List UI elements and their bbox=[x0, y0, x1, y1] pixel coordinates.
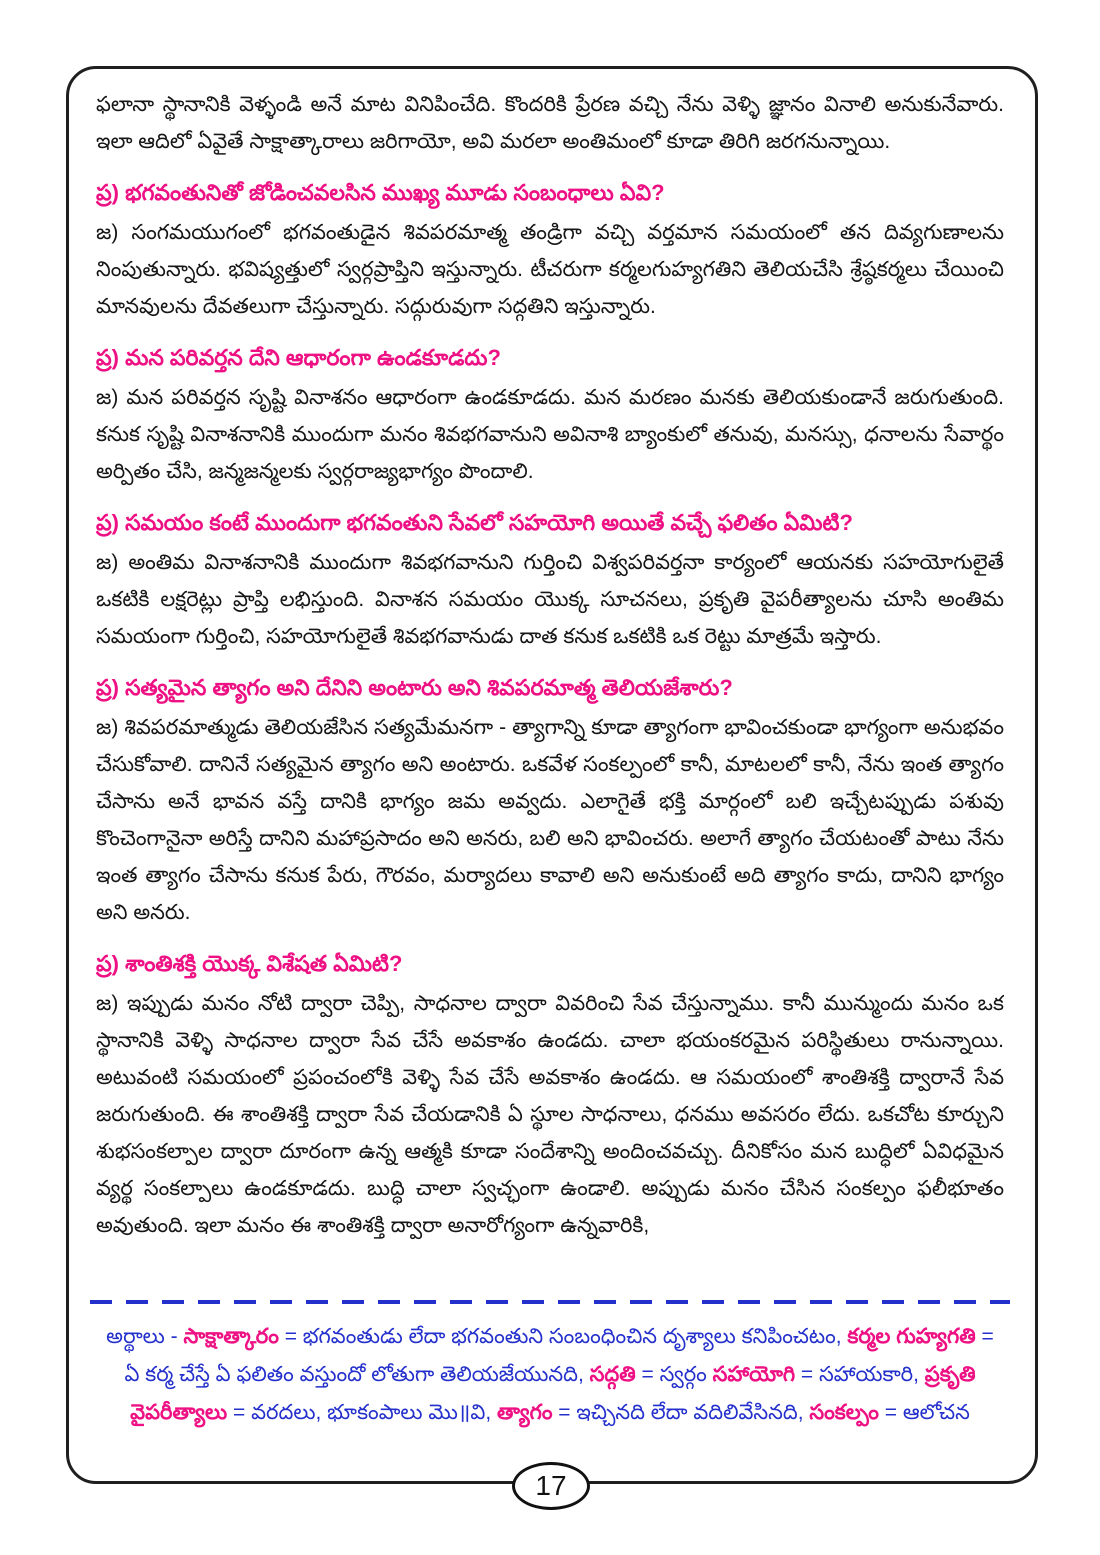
qa-block-5 bbox=[96, 945, 1004, 1244]
answer-paragraph-5: జ) ఇప్పుడు మనం నోటి ద్వారా చెప్పి, సాధనాల ద్వారా వివరించి సేవ చేస్తున్నాము. కానీ మున్ముందు మనం ఒక స్థానానికి వెళ్ళి సాధనాల ద్వారా సేవ చేసే అవకాశం ఉండదు. చాలా భయంకరమైన పరిస్థితులు రానున్నాయి. అటువంటి సమయంలో ప్రపంచంలోకి వెళ్ళి సేవ చేసే అవకాశం ఉండదు. ఆ సమయంలో శాంతిశక్తి ద్వారానే సేవ జరుగుతుంది. ఈ శాంతిశక్తి ద్వారా సేవ చేయడానికి ఏ స్థూల సాధనాలు, ధనము అవసరం లేదు. ఒకచోట కూర్చుని శుభసంకల్పాల ద్వారా దూరంగా ఉన్న ఆత్మకి కూడా సందేశాన్ని అందించవచ్చు. దీనికోసం మన బుద్ధిలో ఏవిధమైన వ్యర్థ సంకల్పాలు ఉండకూడదు. బుద్ధి చాలా స్వచ్ఛంగా ఉండాలి. అప్పుడు మనం చేసిన సంకల్పం ఫలీభూతం అవుతుంది. ఇలా మనం ఈ శాంతిశక్తి ద్వారా అనారోగ్యంగా ఉన్నవారికి, bbox=[96, 992, 1004, 1237]
question-heading-1: ప్ర) భగవంతునితో జోడించవలసిన ముఖ్య మూడు సంబంధాలు ఏవి? bbox=[96, 180, 665, 205]
question-heading-2: ప్ర) మన పరివర్తన దేని ఆధారంగా ఉండకూడదు? bbox=[96, 345, 501, 370]
glossary-term: సాక్షాత్కారం bbox=[183, 1325, 279, 1348]
answer-paragraph-3: జ) అంతిమ వినాశనానికి ముందుగా శివభగవానుని గుర్తించి విశ్వపరివర్తనా కార్యంలో ఆయనకు సహయోగులైతే ఒకటికి లక్షరెట్లు ప్రాప్తి లభిస్తుంది. వినాశన సమయం యొక్క సూచనలు, ప్రకృతి వైపరీత్యాలను చూసి అంతిమ సమయంగా గుర్తించి, సహయోగులైతే శివభగవానుడు దాత కనుక ఒకటికి ఒక రెట్టు మాత్రమే ఇస్తారు. bbox=[96, 551, 1004, 648]
qa-block-3 bbox=[96, 504, 1004, 655]
glossary-term: ప్రకృతి వైపరీత్యాలు bbox=[130, 1363, 976, 1424]
question-heading-4: ప్ర) సత్యమైన త్యాగం అని దేనిని అంటారు అని శివపరమాత్మ తెలియజేశారు? bbox=[96, 675, 733, 700]
glossary-term: సహాయోగి bbox=[712, 1363, 796, 1386]
glossary-definition: = ఏ కర్మ చేస్తే ఏ ఫలితం వస్తుందో లోతుగా తెలియజేయునది, bbox=[124, 1325, 994, 1386]
glossary-term: సద్గతి bbox=[589, 1363, 636, 1386]
glossary-definition: అర్థాలు - bbox=[106, 1325, 184, 1348]
page-number: 17 bbox=[535, 1470, 567, 1501]
dashed-separator bbox=[90, 1300, 1010, 1304]
glossary-term: కర్మల గుహ్యగతి bbox=[847, 1325, 976, 1348]
page-number-badge bbox=[512, 1462, 590, 1510]
glossary-definition: = సహాయకారి, bbox=[795, 1363, 925, 1386]
answer-paragraph-1: జ) సంగమయుగంలో భగవంతుడైన శివపరమాత్మ తండ్రిగా వచ్చి వర్తమాన సమయంలో తన దివ్యగుణాలను నింపుతున్నారు. భవిష్యత్తులో స్వర్గప్రాప్తిని ఇస్తున్నారు. టీచరుగా కర్మలగుహ్యగతిని తెలియచేసి శ్రేష్ఠకర్మలు చేయించి మానవులను దేవతలుగా చేస్తున్నారు. సద్గురువుగా సద్గతిని ఇస్తున్నారు. bbox=[96, 221, 1004, 318]
glossary-term: సంకల్పం bbox=[809, 1401, 879, 1424]
intro-paragraph: ఫలానా స్థానానికి వెళ్ళండి అనే మాట వినిపించేది. కొందరికి ప్రేరణ వచ్చి నేను వెళ్ళి జ్ఞానం వినాలి అనుకునేవారు. ఇలా ఆదిలో ఏవైతే సాక్షాత్కారాలు జరిగాయో, అవి మరలా అంతిమంలో కూడా తిరిగి జరగనున్నాయి. bbox=[96, 93, 1004, 153]
answer-paragraph-2: జ) మన పరివర్తన సృష్టి వినాశనం ఆధారంగా ఉండకూడదు. మన మరణం మనకు తెలియకుండానే జరుగుతుంది. కనుక సృష్టి వినాశనానికి ముందుగా మనం శివభగవానుని అవినాశి బ్యాంకులో తనువు, మనస్సు, ధనాలను సేవార్థం అర్పితం చేసి, జన్మజన్మలకు స్వర్గరాజ్యభాగ్యం పొందాలి. bbox=[96, 386, 1004, 483]
question-heading-5: ప్ర) శాంతిశక్తి యొక్క విశేషత ఏమిటి? bbox=[96, 951, 403, 976]
qa-block-2 bbox=[96, 339, 1004, 490]
answer-paragraph-4: జ) శివపరమాత్ముడు తెలియజేసిన సత్యమేమనగా - త్యాగాన్ని కూడా త్యాగంగా భావించకుండా భాగ్యంగా అనుభవం చేసుకోవాలి. దానినే సత్యమైన త్యాగం అని అంటారు. ఒకవేళ సంకల్పంలో కానీ, మాటలలో కానీ, నేను ఇంత త్యాగం చేసాను అనే భావన వస్తే దానికి భాగ్యం జమ అవ్వదు. ఎలాగైతే భక్తి మార్గంలో బలి ఇచ్చేటప్పుడు పశువు కొంచెంగానైనా అరిస్తే దానిని మహాప్రసాదం అని అనరు, బలి అని భావించరు. అలాగే త్యాగం చేయటంతో పాటు నేను ఇంత త్యాగం చేసాను కనుక పేరు, గౌరవం, మర్యాదలు కావాలి అని అనుకుంటే అది త్యాగం కాదు, దానిని భాగ్యం అని అనరు. bbox=[96, 716, 1004, 924]
glossary-definition: = భగవంతుడు లేదా భగవంతుని సంబంధించిన దృశ్యాలు కనిపించటం, bbox=[278, 1325, 848, 1348]
glossary-term: త్యాగం bbox=[497, 1401, 553, 1424]
glossary-definition: = ఇచ్చినది లేదా వదిలివేసినది, bbox=[552, 1401, 810, 1424]
glossary-definition: = వరదలు, భూకంపాలు మొ॥వి, bbox=[227, 1401, 497, 1424]
qa-block-4 bbox=[96, 669, 1004, 931]
glossary-definition: = స్వర్గం bbox=[635, 1363, 713, 1386]
question-heading-3: ప్ర) సమయం కంటే ముందుగా భగవంతుని సేవలో సహయోగి అయితే వచ్చే ఫలితం ఏమిటి? bbox=[96, 510, 853, 535]
glossary-paragraph bbox=[96, 1318, 1004, 1432]
qa-block-1 bbox=[96, 174, 1004, 325]
page-content bbox=[96, 86, 1004, 1298]
glossary-definition: = ఆలోచన bbox=[878, 1401, 970, 1424]
